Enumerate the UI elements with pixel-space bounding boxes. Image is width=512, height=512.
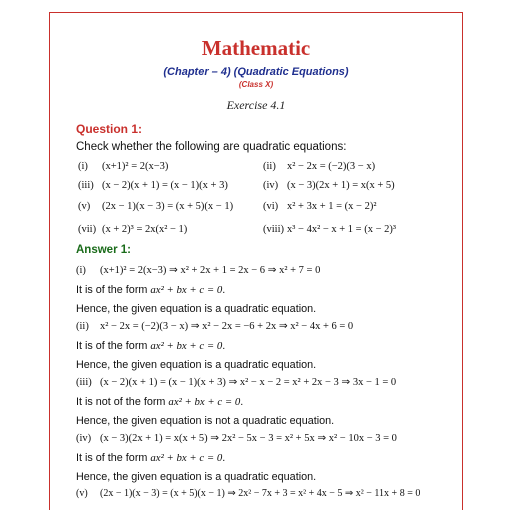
question-instruction: Check whether the following are quadratic equations: xyxy=(76,141,347,153)
item-label: (vi) xyxy=(263,201,279,212)
item-label: (vii) xyxy=(78,224,97,235)
class-label: (Class X) xyxy=(238,80,274,89)
item-label: (v) xyxy=(78,201,91,212)
item-equation: (x+1)² = 2(x−3) xyxy=(102,161,169,172)
question-item xyxy=(263,201,376,212)
form-prefix: It is of the form xyxy=(76,452,148,464)
form-statement: It is not of the form ax² + bx + c = 0. xyxy=(76,396,244,408)
form-expression: ax² + bx + c = 0 xyxy=(150,284,223,296)
item-label: (i) xyxy=(78,161,88,172)
question-heading: Question 1: xyxy=(76,122,143,136)
form-statement: It is of the form ax² + bx + c = 0. xyxy=(76,340,226,352)
item-label: (viii) xyxy=(263,224,284,235)
item-equation: x² + 3x + 1 = (x − 2)² xyxy=(287,201,377,212)
question-item xyxy=(78,224,187,235)
question-item xyxy=(78,201,233,212)
solution-label: (ii) xyxy=(76,321,89,332)
item-equation: (2x − 1)(x − 3) = (x + 5)(x − 1) xyxy=(102,201,234,212)
solution-steps: (x − 2)(x + 1) = (x − 1)(x + 3) ⇒ x² − x − 2 = x² + 2x − 3 ⇒ 3x − 1 = 0 xyxy=(100,377,397,388)
solution-steps: x² − 2x = (−2)(3 − x) ⇒ x² − 2x = −6 + 2x ⇒ x² − 4x + 6 = 0 xyxy=(100,321,354,332)
item-equation: x² − 2x = (−2)(3 − x) xyxy=(287,161,376,172)
item-equation: (x − 3)(2x + 1) = x(x + 5) xyxy=(287,180,395,191)
conclusion: Hence, the given equation is a quadratic equation. xyxy=(76,471,317,483)
solution-work xyxy=(76,320,353,332)
solution-steps: (2x − 1)(x − 3) = (x + 5)(x − 1) ⇒ 2x² − 7x + 3 = x² + 4x − 5 ⇒ x² − 11x + 8 = 0 xyxy=(100,488,421,499)
item-equation: (x − 2)(x + 1) = (x − 1)(x + 3) xyxy=(102,180,228,191)
solution-work xyxy=(76,432,397,444)
form-expression: ax² + bx + c = 0 xyxy=(168,396,241,408)
chapter-subtitle: (Chapter – 4) (Quadratic Equations) xyxy=(163,66,349,78)
solution-label: (iv) xyxy=(76,433,92,444)
answer-heading: Answer 1: xyxy=(76,244,131,256)
form-statement: It is of the form ax² + bx + c = 0. xyxy=(76,452,226,464)
question-item xyxy=(78,180,228,191)
item-equation: x³ − 4x² − x + 1 = (x − 2)³ xyxy=(287,224,397,235)
item-label: (iv) xyxy=(263,180,279,191)
form-expression: ax² + bx + c = 0 xyxy=(150,452,223,464)
question-item xyxy=(263,161,375,172)
solution-steps: (x+1)² = 2(x−3) ⇒ x² + 2x + 1 = 2x − 6 ⇒ x² + 7 = 0 xyxy=(100,265,321,276)
solution-work xyxy=(76,488,420,499)
solution-label: (iii) xyxy=(76,377,92,388)
item-label: (ii) xyxy=(263,161,276,172)
solution-work xyxy=(76,376,396,388)
form-statement: It is of the form ax² + bx + c = 0. xyxy=(76,284,226,296)
conclusion: Hence, the given equation is a quadratic equation. xyxy=(76,303,317,315)
question-item xyxy=(78,161,168,172)
document-title: Mathematic xyxy=(201,36,311,60)
solution-label: (v) xyxy=(76,488,88,499)
solution-label: (i) xyxy=(76,265,86,276)
solution-work xyxy=(76,264,320,276)
form-prefix: It is of the form xyxy=(76,284,148,296)
form-prefix: It is of the form xyxy=(76,340,148,352)
conclusion: Hence, the given equation is not a quadratic equation. xyxy=(76,415,335,427)
conclusion: Hence, the given equation is a quadratic equation. xyxy=(76,359,317,371)
form-expression: ax² + bx + c = 0 xyxy=(150,340,223,352)
exercise-heading: Exercise 4.1 xyxy=(226,98,286,112)
question-item xyxy=(263,180,395,191)
item-equation: (x + 2)³ = 2x(x² − 1) xyxy=(102,224,188,235)
item-label: (iii) xyxy=(78,180,94,191)
solution-steps: (x − 3)(2x + 1) = x(x + 5) ⇒ 2x² − 5x − 3 = x² + 5x ⇒ x² − 10x − 3 = 0 xyxy=(100,433,397,444)
not-form-prefix: It is not of the form xyxy=(76,396,166,408)
question-item xyxy=(263,224,396,235)
